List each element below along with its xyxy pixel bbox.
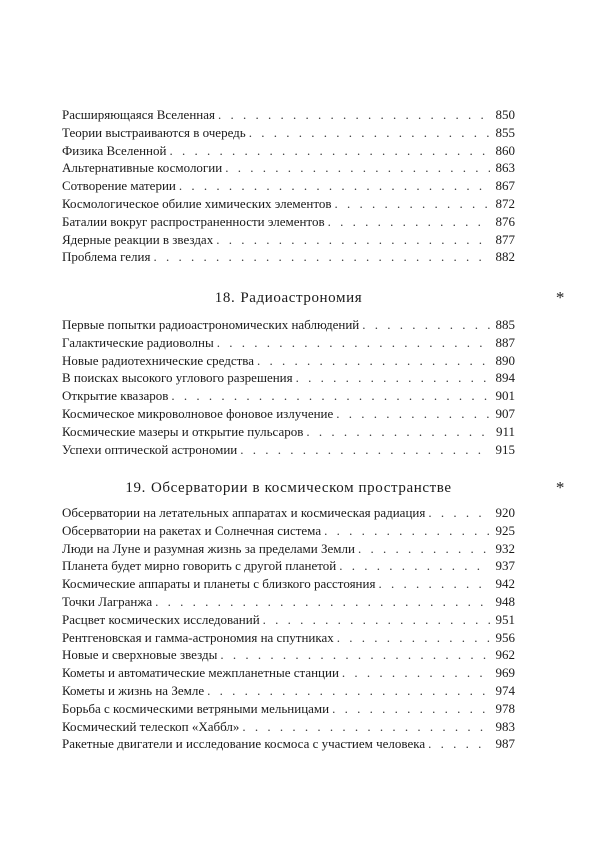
toc-entry-title: Кометы и автоматические межпланетные станции (62, 665, 339, 681)
toc-entry-page-number: 894 (495, 370, 515, 386)
toc-entry-page-number: 887 (495, 334, 515, 350)
toc-entry-page-number: 855 (495, 124, 515, 140)
chapter-19-title: Обсерватории в космическом пространстве (150, 480, 452, 496)
toc-entry-title: Планета будет мирно говорить с другой планетой (62, 558, 337, 574)
toc-entry-page-number: 932 (495, 540, 515, 556)
toc-entry[interactable] (62, 423, 515, 441)
toc-leader-dots (216, 231, 490, 249)
toc-leader-dots (336, 405, 490, 423)
toc-entry-title: Расцвет космических исследований (62, 611, 260, 627)
toc-entry-page-number: 882 (495, 249, 515, 265)
toc-entry-page-number: 962 (495, 647, 515, 663)
toc-entry-page-number: 885 (495, 317, 515, 332)
toc-leader-dots (242, 718, 490, 736)
toc-entry[interactable] (62, 352, 515, 370)
toc-leader-dots (358, 540, 490, 558)
toc-leader-dots (428, 504, 490, 522)
toc-section-chapter19 (62, 504, 515, 753)
toc-entry-title: Сотворение материи (62, 178, 176, 194)
toc-leader-dots (335, 195, 491, 213)
toc-entry-page-number: 915 (495, 441, 515, 457)
toc-entry-title: Успехи оптической астрономии (62, 441, 238, 457)
toc-entry[interactable] (62, 611, 515, 629)
toc-entry-page-number: 937 (495, 558, 515, 574)
toc-leader-dots (328, 213, 490, 231)
toc-leader-dots (296, 369, 490, 387)
chapter-18-heading (62, 287, 565, 309)
toc-entry[interactable] (62, 540, 515, 558)
toc-section-chapter18 (62, 316, 515, 458)
toc-entry-page-number: 978 (495, 700, 515, 716)
toc-section-chapter17-continued (62, 106, 515, 266)
chapter-19-star-icon: * (555, 478, 565, 497)
toc-entry[interactable] (62, 369, 515, 387)
chapter-19-number: 19. (125, 480, 146, 496)
toc-entry-page-number: 890 (495, 352, 515, 368)
toc-entry-page-number: 974 (495, 682, 515, 698)
toc-entry[interactable] (62, 334, 515, 352)
toc-entry-page-number: 860 (495, 142, 515, 158)
toc-entry-title: Кометы и жизнь на Земле (62, 682, 205, 698)
toc-entry-page-number: 956 (495, 629, 515, 645)
toc-entry-title: Космические мазеры и открытие пульсаров (62, 423, 304, 439)
toc-entry-title: Первые попытки радиоастрономических наблюдений (62, 317, 360, 332)
toc-entry-title: Альтернативные космологии (62, 160, 223, 176)
toc-leader-dots (225, 159, 490, 177)
toc-entry-page-number: 987 (495, 736, 515, 752)
toc-entry-page-number: 850 (495, 107, 515, 122)
toc-entry[interactable] (62, 106, 515, 124)
toc-leader-dots (240, 441, 490, 459)
toc-entry-title: Обсерватории на летательных аппаратах и космическая радиация (62, 505, 426, 520)
toc-entry[interactable] (62, 646, 515, 664)
toc-entry-title: Точки Лагранжа (62, 593, 153, 609)
toc-entry-title: Рентгеновская и гамма-астрономия на спутниках (62, 629, 334, 645)
toc-entry[interactable] (62, 142, 515, 160)
toc-entry[interactable] (62, 682, 515, 700)
toc-leader-dots (263, 611, 490, 629)
toc-entry-title: Новые и сверхновые звезды (62, 647, 218, 663)
toc-entry-page-number: 877 (495, 231, 515, 247)
toc-entry-page-number: 983 (495, 718, 515, 734)
toc-entry[interactable] (62, 664, 515, 682)
toc-entry-page-number: 911 (495, 423, 515, 439)
toc-entry-title: Космические аппараты и планеты с близкого расстояния (62, 576, 376, 592)
toc-entry[interactable] (62, 522, 515, 540)
toc-leader-dots (378, 575, 490, 593)
toc-entry-title: Обсерватории на ракетах и Солнечная система (62, 522, 322, 538)
toc-entry-title: Ядерные реакции в звездах (62, 231, 214, 247)
toc-leader-dots (339, 557, 490, 575)
toc-entry-page-number: 942 (495, 576, 515, 592)
toc-entry-page-number: 948 (495, 593, 515, 609)
toc-leader-dots (169, 142, 490, 160)
toc-entry[interactable] (62, 629, 515, 647)
toc-entry[interactable] (62, 700, 515, 718)
toc-entry[interactable] (62, 195, 515, 213)
toc-leader-dots (324, 522, 490, 540)
toc-entry[interactable] (62, 718, 515, 736)
toc-entry[interactable] (62, 124, 515, 142)
chapter-18-number: 18. (214, 290, 236, 306)
toc-leader-dots (362, 316, 490, 334)
toc-leader-dots (428, 735, 490, 753)
toc-entry-page-number: 920 (495, 505, 515, 520)
toc-leader-dots (171, 387, 490, 405)
toc-entry[interactable] (62, 177, 515, 195)
toc-entry-title: Физика Вселенной (62, 142, 167, 158)
chapter-19-heading (62, 477, 565, 499)
toc-entry-title: В поисках высокого углового разрешения (62, 370, 293, 386)
toc-entry-page-number: 951 (495, 611, 515, 627)
toc-entry-title: Баталии вокруг распространенности элементов (62, 213, 325, 229)
toc-leader-dots (332, 700, 490, 718)
toc-leader-dots (257, 352, 490, 370)
toc-entry[interactable] (62, 213, 515, 231)
toc-entry-page-number: 867 (495, 178, 515, 194)
toc-entry[interactable] (62, 248, 515, 266)
toc-entry[interactable] (62, 387, 515, 405)
toc-entry-title: Космическое микроволновое фоновое излучение (62, 405, 334, 421)
toc-entry-title: Расширяющаяся Вселенная (62, 107, 215, 122)
toc-entry-title: Люди на Луне и разумная жизнь за пределами Земли (62, 540, 355, 556)
toc-entry-page-number: 925 (495, 522, 515, 538)
toc-entry-page-number: 863 (495, 160, 515, 176)
toc-leader-dots (337, 629, 490, 647)
toc-entry[interactable] (62, 159, 515, 177)
toc-entry[interactable] (62, 441, 515, 459)
toc-entry-page-number: 969 (495, 665, 515, 681)
toc-entry-title: Космологическое обилие химических элементов (62, 195, 332, 211)
toc-leader-dots (153, 248, 490, 266)
toc-leader-dots (342, 664, 490, 682)
toc-entry[interactable] (62, 405, 515, 423)
toc-entry-title: Галактические радиоволны (62, 334, 214, 350)
toc-leader-dots (217, 334, 490, 352)
toc-entry-page-number: 876 (495, 213, 515, 229)
toc-entry[interactable] (62, 231, 515, 249)
toc-entry[interactable] (62, 575, 515, 593)
toc-entry-title: Открытие квазаров (62, 388, 169, 404)
toc-entry[interactable] (62, 316, 515, 334)
toc-entry-title: Проблема гелия (62, 249, 151, 265)
toc-leader-dots (179, 177, 490, 195)
chapter-18-star-icon: * (555, 288, 565, 307)
toc-entry-page-number: 872 (495, 195, 515, 211)
toc-entry-title: Космический телескоп «Хаббл» (62, 718, 240, 734)
toc-leader-dots (155, 593, 490, 611)
chapter-18-title: Радиоастрономия (240, 290, 363, 306)
toc-leader-dots (207, 682, 490, 700)
toc-entry-page-number: 907 (495, 405, 515, 421)
toc-leader-dots (249, 124, 490, 142)
toc-entry-title: Ракетные двигатели и исследование космоса с участием человека (62, 736, 426, 752)
toc-leader-dots (220, 646, 490, 664)
toc-leader-dots (306, 423, 490, 441)
toc-entry[interactable] (62, 593, 515, 611)
toc-entry-title: Борьба с космическими ветряными мельницами (62, 700, 330, 716)
toc-entry[interactable] (62, 557, 515, 575)
toc-entry-title: Новые радиотехнические средства (62, 352, 255, 368)
toc-leader-dots (218, 106, 490, 124)
toc-entry-page-number: 901 (495, 388, 515, 404)
toc-entry[interactable] (62, 735, 515, 753)
toc-entry[interactable] (62, 504, 515, 522)
toc-entry-title: Теории выстраиваются в очередь (62, 124, 246, 140)
